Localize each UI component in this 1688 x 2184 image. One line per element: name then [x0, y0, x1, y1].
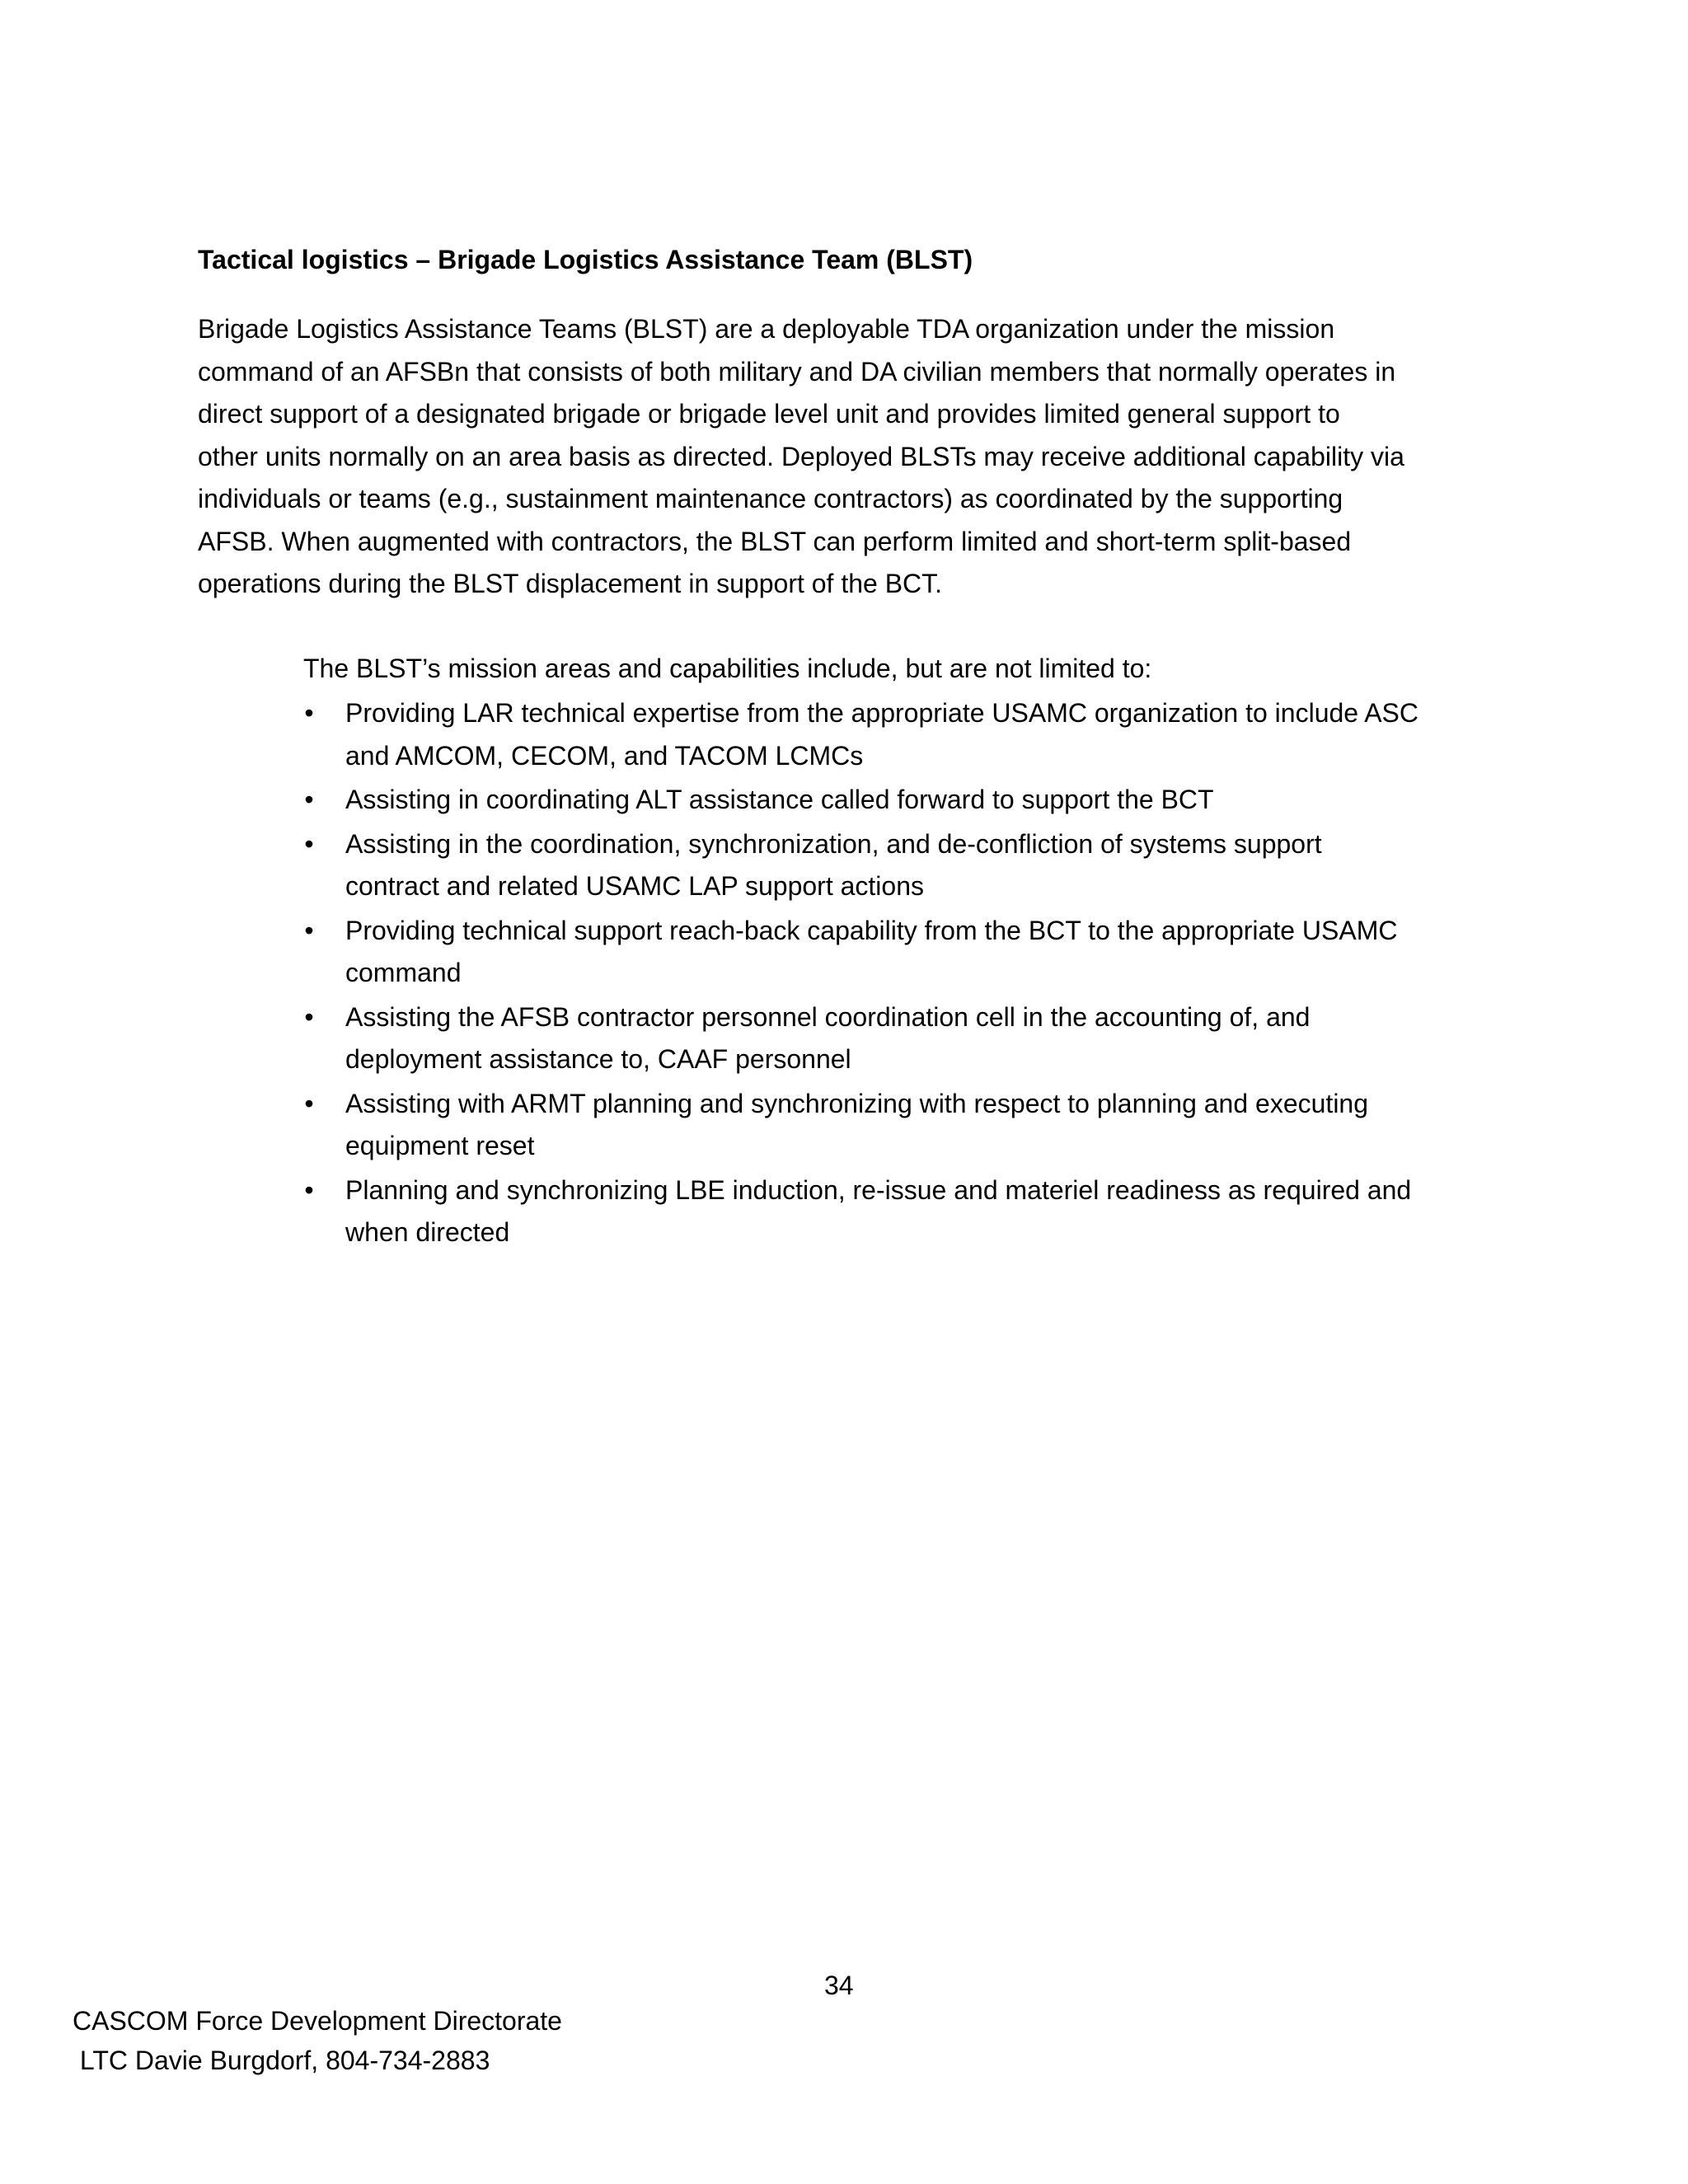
list-item-line: Providing LAR technical expertise from the appropriate USAMC organization to include ASC — [345, 698, 1418, 728]
bullet-icon: • — [304, 915, 314, 945]
bullet-icon: • — [304, 1174, 314, 1205]
body-line: AFSB. When augmented with contractors, the BLST can perform limited and short-term split-based — [198, 526, 1352, 556]
list-item-line: Planning and synchronizing LBE induction, re-issue and materiel readiness as required and — [345, 1174, 1412, 1205]
body-line: operations during the BLST displacement in support of the BCT. — [198, 569, 943, 598]
bullet-icon: • — [304, 698, 314, 728]
capabilities-intro: The BLST’s mission areas and capabilities include, but are not limited to: — [303, 654, 1152, 683]
body-line: direct support of a designated brigade or brigade level unit and provides limited general support to — [198, 399, 1340, 429]
body-paragraph — [198, 308, 1484, 606]
footer — [73, 2001, 562, 2080]
bullet-icon: • — [304, 828, 314, 859]
list-item — [297, 910, 1484, 995]
list-item — [297, 823, 1484, 908]
footer-contact: LTC Davie Burgdorf, 804-734-2883 — [73, 2046, 490, 2075]
list-item — [297, 1083, 1484, 1168]
list-item-line: deployment assistance to, CAAF personnel — [345, 1044, 851, 1074]
list-item-line: Assisting with ARMT planning and synchronizing with respect to planning and executing — [345, 1088, 1369, 1118]
body-line: Brigade Logistics Assistance Teams (BLST) are a deployable TDA organization under the mission — [198, 314, 1335, 344]
page-number: 34 — [824, 1971, 854, 2000]
section-heading: Tactical logistics – Brigade Logistics Assistance Team (BLST) — [198, 245, 973, 274]
list-item — [297, 692, 1484, 777]
list-item-line: when directed — [345, 1217, 510, 1247]
body-line: individuals or teams (e.g., sustainment maintenance contractors) as coordinated by the supporting — [198, 484, 1343, 513]
capabilities-list — [297, 692, 1484, 1256]
list-item-line: command — [345, 958, 462, 987]
list-item-line: Assisting the AFSB contractor personnel coordination cell in the accounting of, and — [345, 1001, 1311, 1032]
list-item — [297, 996, 1484, 1081]
list-item-line: and AMCOM, CECOM, and TACOM LCMCs — [345, 740, 864, 771]
list-item-line: Assisting in coordinating ALT assistance called forward to support the BCT — [345, 785, 1214, 814]
body-line: other units normally on an area basis as directed. Deployed BLSTs may receive additional capability via — [198, 441, 1404, 471]
list-item-line: equipment reset — [345, 1131, 535, 1160]
bullet-icon: • — [304, 1088, 314, 1118]
footer-organization: CASCOM Force Development Directorate — [73, 2006, 562, 2036]
list-item-line: contract and related USAMC LAP support actions — [345, 871, 924, 901]
bullet-icon: • — [304, 785, 314, 814]
list-item — [297, 779, 1484, 822]
bullet-icon: • — [304, 1001, 314, 1032]
list-item-line: Providing technical support reach-back capability from the BCT to the appropriate USAMC — [345, 915, 1398, 945]
list-item — [297, 1169, 1484, 1254]
body-line: command of an AFSBn that consists of both military and DA civilian members that normally operates in — [198, 356, 1396, 387]
list-item-line: Assisting in the coordination, synchronization, and de-confliction of systems support — [345, 828, 1322, 859]
